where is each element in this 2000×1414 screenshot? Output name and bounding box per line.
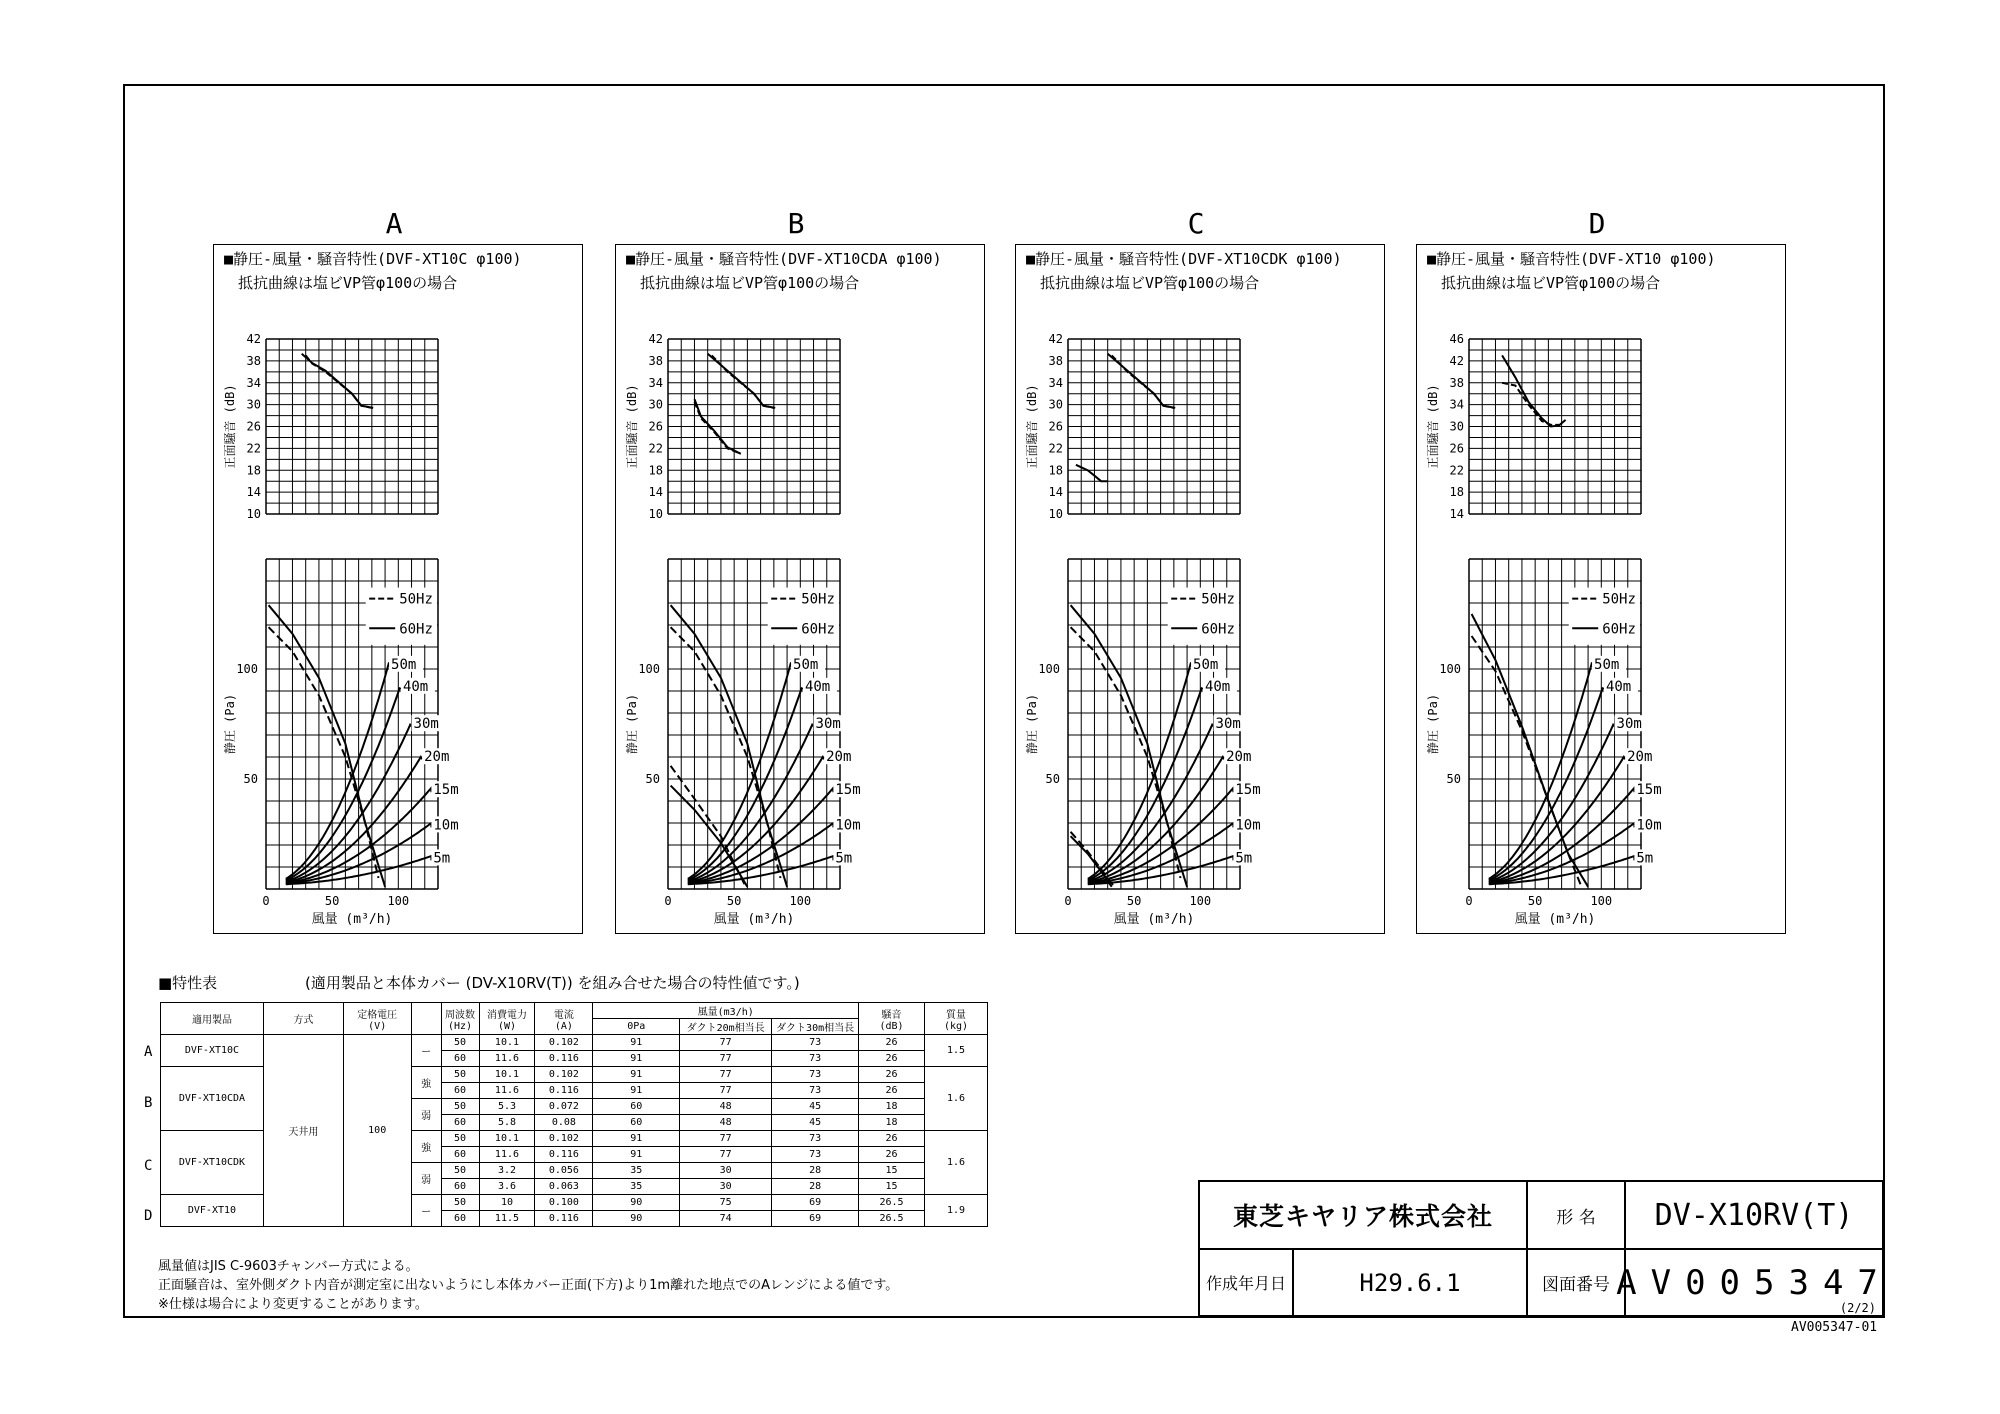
- drawing-number: AV005347: [1616, 1262, 1892, 1303]
- noise-series-60Hz: [302, 354, 374, 408]
- noise-tick-label: 18: [1048, 463, 1063, 478]
- pressure-x-tick: 50: [1126, 894, 1142, 908]
- resistance-curve-30m: [688, 725, 814, 882]
- noise-tick-label: 14: [246, 485, 261, 500]
- value-cell: 77: [680, 1083, 772, 1099]
- panel-subtitle: 抵抗曲線は塩ビVP管φ100の場合: [1040, 274, 1260, 292]
- resistance-label-10m: 10m: [1636, 817, 1662, 834]
- value-cell: 0.116: [535, 1211, 593, 1227]
- pressure-y-label: 静圧 (Pa): [223, 693, 237, 755]
- resistance-label-40m: 40m: [804, 678, 831, 695]
- resistance-label-30m: 30m: [815, 716, 841, 733]
- footnotes: [158, 1257, 898, 1314]
- method-cell: 天井用: [263, 1035, 343, 1227]
- header-voltage: 定格電圧 (V): [343, 1003, 411, 1035]
- value-cell: 73: [772, 1147, 859, 1163]
- pressure-y-tick: 50: [645, 772, 660, 786]
- header-method: 方式: [263, 1003, 343, 1035]
- doc-reference: AV005347-01: [1791, 1320, 1878, 1335]
- mode-cell: 強: [411, 1131, 441, 1163]
- noise-tick-label: 30: [1449, 419, 1464, 434]
- row-letter-d: D: [144, 1208, 153, 1224]
- value-cell: 26.5: [859, 1211, 925, 1227]
- value-cell: 91: [593, 1147, 680, 1163]
- pressure-y-label: 静圧 (Pa): [1025, 693, 1039, 755]
- mass-cell: 1.9: [924, 1195, 987, 1227]
- resistance-label-5m: 5m: [433, 850, 451, 867]
- value-cell: 18: [859, 1099, 925, 1115]
- company-name: 東芝キヤリア株式会社: [1232, 1202, 1493, 1231]
- value-cell: 73: [772, 1067, 859, 1083]
- header-mass: 質量 (kg): [924, 1003, 987, 1035]
- noise-series-60Hz: [708, 354, 776, 408]
- value-cell: 30: [680, 1163, 772, 1179]
- noise-series-60Hz: [1076, 465, 1108, 481]
- legend-label: 50Hz: [1201, 591, 1235, 608]
- value-cell: 0.08: [535, 1115, 593, 1131]
- legend-label: 50Hz: [801, 591, 835, 608]
- noise-tick-label: 22: [1449, 463, 1464, 478]
- resistance-label-10m: 10m: [1235, 817, 1261, 834]
- value-cell: 45: [772, 1099, 859, 1115]
- date-value: H29.6.1: [1359, 1268, 1461, 1297]
- header-af20: ダクト20m相当長: [680, 1019, 772, 1035]
- row-letter-a: A: [144, 1044, 153, 1060]
- noise-tick-label: 10: [648, 507, 663, 521]
- value-cell: 11.6: [479, 1083, 535, 1099]
- resistance-label-40m: 40m: [1204, 678, 1231, 695]
- value-cell: 77: [680, 1067, 772, 1083]
- product-cell: DVF-XT10CDA: [161, 1067, 264, 1131]
- header-hz: 周波数 (Hz): [441, 1003, 479, 1035]
- pressure-x-tick: 0: [1465, 894, 1473, 908]
- date-label-cell: [1198, 1248, 1294, 1317]
- value-cell: 91: [593, 1083, 680, 1099]
- noise-axis-label: 正面騒音 (dB): [223, 384, 237, 469]
- value-cell: 50: [441, 1195, 479, 1211]
- model-name: DV-X10RV(T): [1654, 1197, 1854, 1233]
- product-cell: DVF-XT10: [161, 1195, 264, 1227]
- sheet-number: (2/2): [1839, 1301, 1876, 1315]
- pressure-x-tick: 50: [1527, 894, 1543, 908]
- noise-tick-label: 38: [246, 353, 261, 368]
- value-cell: 73: [772, 1035, 859, 1051]
- value-cell: 91: [593, 1051, 680, 1067]
- resistance-label-50m: 50m: [391, 656, 417, 673]
- value-cell: 45: [772, 1115, 859, 1131]
- resistance-label-20m: 20m: [1226, 749, 1252, 766]
- value-cell: 91: [593, 1131, 680, 1147]
- noise-tick-label: 10: [246, 507, 261, 521]
- chart-panel-b: [615, 244, 985, 934]
- pressure-x-tick: 50: [726, 894, 742, 908]
- noise-tick-label: 26: [648, 419, 663, 434]
- spec-note: (適用製品と本体カバー (DV-X10RV(T)) を組み合せた場合の特性値です。): [305, 974, 800, 992]
- pq-series-60Hz: [1472, 614, 1589, 887]
- panel-letter-a: A: [385, 207, 403, 240]
- noise-tick-label: 30: [648, 397, 663, 412]
- noise-tick-label: 18: [648, 463, 663, 478]
- pq-series-50Hz: [1071, 627, 1181, 878]
- value-cell: 50: [441, 1163, 479, 1179]
- chart-panel-a: [213, 244, 583, 934]
- pressure-y-label: 静圧 (Pa): [1426, 693, 1440, 755]
- noise-tick-label: 34: [1449, 397, 1464, 412]
- value-cell: 77: [680, 1035, 772, 1051]
- resistance-curve-30m: [286, 725, 412, 882]
- voltage-cell: 100: [343, 1035, 411, 1227]
- pressure-x-label: 風量 (m³/h): [713, 912, 795, 927]
- header-airflow: 風量(m3/h): [593, 1003, 859, 1019]
- value-cell: 10.1: [479, 1131, 535, 1147]
- noise-tick-label: 26: [246, 419, 261, 434]
- value-cell: 26: [859, 1067, 925, 1083]
- noise-tick-label: 42: [1449, 353, 1464, 368]
- noise-tick-label: 26: [1449, 441, 1464, 456]
- value-cell: 28: [772, 1179, 859, 1195]
- resistance-curve-30m: [1489, 725, 1615, 882]
- pressure-x-tick: 50: [324, 894, 340, 908]
- spec-heading: ■特性表: [158, 974, 218, 992]
- value-cell: 26.5: [859, 1195, 925, 1211]
- pressure-y-tick: 100: [638, 662, 660, 676]
- value-cell: 0.116: [535, 1147, 593, 1163]
- value-cell: 0.100: [535, 1195, 593, 1211]
- value-cell: 50: [441, 1067, 479, 1083]
- value-cell: 26: [859, 1051, 925, 1067]
- noise-axis-label: 正面騒音 (dB): [1426, 384, 1440, 469]
- noise-tick-label: 14: [1048, 485, 1063, 500]
- value-cell: 15: [859, 1179, 925, 1195]
- panel-letter-b: B: [787, 207, 805, 240]
- value-cell: 11.6: [479, 1051, 535, 1067]
- resistance-label-50m: 50m: [793, 656, 819, 673]
- value-cell: 48: [680, 1115, 772, 1131]
- pressure-y-tick: 100: [236, 662, 258, 676]
- table-header-row: [161, 1003, 988, 1019]
- value-cell: 10: [479, 1195, 535, 1211]
- drawing-no-cell: [1616, 1248, 1892, 1317]
- value-cell: 60: [441, 1115, 479, 1131]
- noise-tick-label: 38: [1048, 353, 1063, 368]
- noise-series-60Hz: [1108, 354, 1176, 408]
- noise-tick-label: 14: [1449, 507, 1464, 521]
- value-cell: 0.116: [535, 1051, 593, 1067]
- value-cell: 26: [859, 1131, 925, 1147]
- product-cell: DVF-XT10C: [161, 1035, 264, 1067]
- panel-subtitle: 抵抗曲線は塩ビVP管φ100の場合: [1441, 274, 1661, 292]
- value-cell: 26: [859, 1147, 925, 1163]
- product-cell: DVF-XT10CDK: [161, 1131, 264, 1195]
- value-cell: 48: [680, 1099, 772, 1115]
- value-cell: 18: [859, 1115, 925, 1131]
- value-cell: 91: [593, 1067, 680, 1083]
- mode-cell: ー: [411, 1035, 441, 1067]
- panel-title: ■静圧-風量・騒音特性(DVF-XT10CDK φ100): [1026, 250, 1342, 268]
- noise-tick-label: 14: [648, 485, 663, 500]
- mass-cell: 1.5: [924, 1035, 987, 1067]
- value-cell: 0.072: [535, 1099, 593, 1115]
- noise-tick-label: 42: [1048, 332, 1063, 346]
- value-cell: 11.6: [479, 1147, 535, 1163]
- value-cell: 0.056: [535, 1163, 593, 1179]
- model-cell: [1624, 1180, 1884, 1250]
- noise-tick-label: 34: [648, 375, 663, 390]
- model-label-cell: [1526, 1180, 1626, 1250]
- pressure-y-tick: 100: [1038, 662, 1060, 676]
- value-cell: 73: [772, 1083, 859, 1099]
- date-cell: [1292, 1248, 1528, 1317]
- value-cell: 30: [680, 1179, 772, 1195]
- resistance-label-30m: 30m: [413, 716, 439, 733]
- resistance-label-10m: 10m: [433, 817, 459, 834]
- spec-table: [160, 1002, 988, 1227]
- value-cell: 10.1: [479, 1035, 535, 1051]
- noise-tick-label: 30: [246, 397, 261, 412]
- header-product: 適用製品: [161, 1003, 264, 1035]
- value-cell: 60: [593, 1099, 680, 1115]
- noise-axis-label: 正面騒音 (dB): [625, 384, 639, 469]
- value-cell: 0.116: [535, 1083, 593, 1099]
- value-cell: 26: [859, 1083, 925, 1099]
- value-cell: 60: [441, 1147, 479, 1163]
- resistance-label-20m: 20m: [424, 749, 450, 766]
- noise-tick-label: 26: [1048, 419, 1063, 434]
- noise-tick-label: 42: [648, 332, 663, 346]
- resistance-label-10m: 10m: [835, 817, 861, 834]
- resistance-label-40m: 40m: [1605, 678, 1632, 695]
- mode-cell: ー: [411, 1195, 441, 1227]
- resistance-label-5m: 5m: [1235, 850, 1253, 867]
- value-cell: 73: [772, 1131, 859, 1147]
- pressure-x-tick: 100: [789, 894, 812, 908]
- legend-label: 60Hz: [1602, 621, 1636, 638]
- pressure-x-tick: 100: [1590, 894, 1613, 908]
- noise-tick-label: 22: [1048, 441, 1063, 456]
- value-cell: 35: [593, 1179, 680, 1195]
- legend-label: 60Hz: [801, 621, 835, 638]
- value-cell: 26: [859, 1035, 925, 1051]
- header-current: 電流 (A): [535, 1003, 593, 1035]
- resistance-label-15m: 15m: [433, 782, 459, 799]
- value-cell: 60: [441, 1083, 479, 1099]
- resistance-label-15m: 15m: [1235, 782, 1261, 799]
- legend-label: 60Hz: [1201, 621, 1235, 638]
- legend-label: 50Hz: [1602, 591, 1636, 608]
- noise-tick-label: 18: [246, 463, 261, 478]
- legend-label: 60Hz: [399, 621, 433, 638]
- row-letter-b: B: [144, 1095, 153, 1111]
- value-cell: 35: [593, 1163, 680, 1179]
- panel-letter-d: D: [1588, 207, 1606, 240]
- resistance-label-5m: 5m: [1636, 850, 1654, 867]
- pressure-x-label: 風量 (m³/h): [1514, 912, 1596, 927]
- value-cell: 50: [441, 1035, 479, 1051]
- value-cell: 60: [593, 1115, 680, 1131]
- value-cell: 0.102: [535, 1131, 593, 1147]
- pressure-y-tick: 50: [243, 772, 258, 786]
- value-cell: 60: [441, 1211, 479, 1227]
- resistance-label-50m: 50m: [1193, 656, 1219, 673]
- value-cell: 60: [441, 1179, 479, 1195]
- pressure-y-tick: 50: [1446, 772, 1461, 786]
- value-cell: 50: [441, 1131, 479, 1147]
- noise-tick-label: 18: [1449, 485, 1464, 500]
- panel-title: ■静圧-風量・騒音特性(DVF-XT10 φ100): [1427, 250, 1716, 268]
- value-cell: 60: [441, 1051, 479, 1067]
- title-block: [1198, 1180, 1892, 1317]
- noise-axis-label: 正面騒音 (dB): [1025, 384, 1039, 469]
- panel-title: ■静圧-風量・騒音特性(DVF-XT10CDA φ100): [626, 250, 942, 268]
- noise-tick-label: 30: [1048, 397, 1063, 412]
- header-af30: ダクト30m相当長: [772, 1019, 859, 1035]
- mass-cell: 1.6: [924, 1131, 987, 1195]
- noise-tick-label: 22: [246, 441, 261, 456]
- resistance-label-5m: 5m: [835, 850, 853, 867]
- value-cell: 77: [680, 1147, 772, 1163]
- panel-subtitle: 抵抗曲線は塩ビVP管φ100の場合: [238, 274, 458, 292]
- chart-panel-d: [1416, 244, 1786, 934]
- pressure-x-tick: 100: [1189, 894, 1212, 908]
- pressure-y-label: 静圧 (Pa): [625, 693, 639, 755]
- resistance-label-40m: 40m: [402, 678, 429, 695]
- noise-tick-label: 46: [1449, 332, 1464, 346]
- value-cell: 11.5: [479, 1211, 535, 1227]
- note-2: 正面騒音は、室外側ダクト内音が測定室に出ないようにし本体カバー正面(下方)より1m離れた地点でのAレンジによる値です。: [158, 1278, 899, 1293]
- table-row: [161, 1035, 988, 1051]
- drawing-label-cell: [1526, 1248, 1626, 1317]
- panel-title: ■静圧-風量・騒音特性(DVF-XT10C φ100): [224, 250, 522, 268]
- value-cell: 28: [772, 1163, 859, 1179]
- value-cell: 75: [680, 1195, 772, 1211]
- pressure-x-tick: 0: [1064, 894, 1072, 908]
- pq-series-50Hz: [269, 627, 379, 878]
- noise-tick-label: 34: [1048, 375, 1063, 390]
- resistance-label-15m: 15m: [1636, 782, 1662, 799]
- value-cell: 50: [441, 1099, 479, 1115]
- value-cell: 74: [680, 1211, 772, 1227]
- value-cell: 90: [593, 1211, 680, 1227]
- value-cell: 0.102: [535, 1067, 593, 1083]
- value-cell: 77: [680, 1051, 772, 1067]
- resistance-label-20m: 20m: [1627, 749, 1653, 766]
- panel-letter-c: C: [1187, 207, 1205, 240]
- pressure-x-label: 風量 (m³/h): [311, 912, 393, 927]
- mode-cell: 弱: [411, 1163, 441, 1195]
- noise-tick-label: 38: [648, 353, 663, 368]
- note-1: 風量値はJIS C-9603チャンバー方式による。: [158, 1259, 419, 1274]
- row-letter-c: C: [144, 1158, 153, 1174]
- header-af0: 0Pa: [593, 1019, 680, 1035]
- value-cell: 77: [680, 1131, 772, 1147]
- resistance-label-30m: 30m: [1215, 716, 1241, 733]
- model-label: 形 名: [1556, 1207, 1596, 1228]
- noise-tick-label: 42: [246, 332, 261, 346]
- company-cell: [1198, 1180, 1528, 1250]
- pq-series-50Hz: [671, 627, 781, 878]
- value-cell: 10.1: [479, 1067, 535, 1083]
- pressure-x-tick: 0: [262, 894, 270, 908]
- legend-label: 50Hz: [399, 591, 433, 608]
- noise-tick-label: 10: [1048, 507, 1063, 521]
- value-cell: 69: [772, 1211, 859, 1227]
- value-cell: 5.8: [479, 1115, 535, 1131]
- pressure-y-tick: 100: [1439, 662, 1461, 676]
- mode-cell: 弱: [411, 1099, 441, 1131]
- noise-tick-label: 34: [246, 375, 261, 390]
- value-cell: 0.063: [535, 1179, 593, 1195]
- value-cell: 69: [772, 1195, 859, 1211]
- note-3: ※仕様は場合により変更することがあります。: [158, 1297, 428, 1312]
- header-mode: [411, 1003, 441, 1035]
- value-cell: 91: [593, 1035, 680, 1051]
- resistance-label-20m: 20m: [826, 749, 852, 766]
- value-cell: 15: [859, 1163, 925, 1179]
- drawing-label: 図面番号: [1542, 1275, 1610, 1295]
- value-cell: 5.3: [479, 1099, 535, 1115]
- resistance-label-50m: 50m: [1594, 656, 1620, 673]
- noise-tick-label: 22: [648, 441, 663, 456]
- value-cell: 0.102: [535, 1035, 593, 1051]
- noise-tick-label: 38: [1449, 375, 1464, 390]
- value-cell: 3.2: [479, 1163, 535, 1179]
- pressure-x-tick: 0: [664, 894, 672, 908]
- pressure-x-tick: 100: [387, 894, 410, 908]
- header-noise: 騒音 (dB): [859, 1003, 925, 1035]
- value-cell: 3.6: [479, 1179, 535, 1195]
- date-label: 作成年月日: [1205, 1274, 1286, 1293]
- pressure-x-label: 風量 (m³/h): [1113, 912, 1195, 927]
- panel-subtitle: 抵抗曲線は塩ビVP管φ100の場合: [640, 274, 860, 292]
- value-cell: 73: [772, 1051, 859, 1067]
- mode-cell: 強: [411, 1067, 441, 1099]
- value-cell: 90: [593, 1195, 680, 1211]
- pressure-y-tick: 50: [1045, 772, 1060, 786]
- header-power: 消費電力 (W): [479, 1003, 535, 1035]
- resistance-label-30m: 30m: [1616, 716, 1642, 733]
- chart-panel-c: [1015, 244, 1385, 934]
- mass-cell: 1.6: [924, 1067, 987, 1131]
- resistance-label-15m: 15m: [835, 782, 861, 799]
- resistance-curve-30m: [1088, 725, 1214, 882]
